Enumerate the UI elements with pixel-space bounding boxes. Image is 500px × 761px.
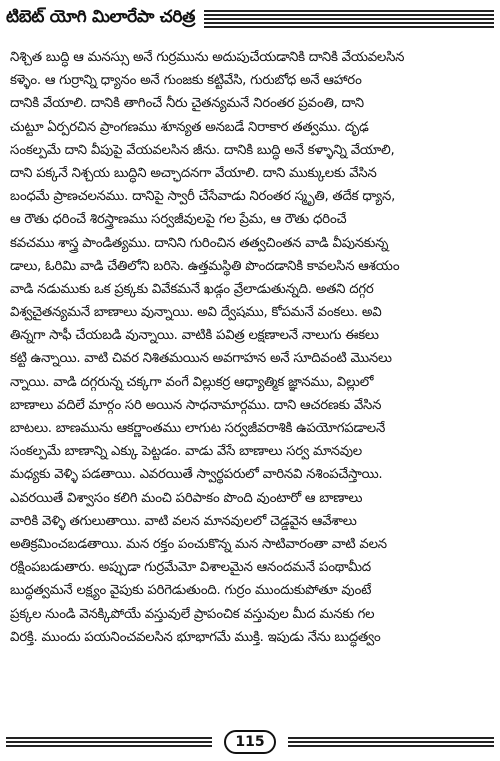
text-line: విరక్తి. ముందు పయనించవలసిన భూభాగమే ముక్తి. ఇపుడు నేను బుద్ధత్వం xyxy=(10,629,381,645)
text-line: నిశ్చిత బుద్ధి ఆ మనస్సు అనే గుర్రమును అదుపుచేయడానికి దానికి వేయవలసిన xyxy=(10,50,405,65)
text-line: ఆ రౌతు ధరించే శిరస్త్రాణము సర్వజీవులపై గల ప్రేమ, ఆ రౌతు ధరించే xyxy=(10,212,347,228)
text-line: సంకల్పమే దాని వీపుపై వేయవలసిన జీను. దానికి బుద్ధి అనే కళ్ళాన్ని వేయాలి, xyxy=(10,142,395,158)
text-line: కళ్ళెం. ఆ గుర్రాన్ని ధ్యానం అనే గుంజకు కట్టివేసి, గురుబోధ అనే ఆహారం xyxy=(10,73,362,89)
text-line: దాని పక్కనే నిశ్చయ బుద్ధిని అచ్ఛాదనగా వేయాలి. దాని ముక్కులకు వేసిన xyxy=(10,165,377,181)
footer-rule-right xyxy=(288,737,494,751)
text-line: న్నాయి. వాడి దగ్గరున్న చక్కగా వంగే విల్లుకర్ర ఆధ్యాత్మిక జ్ఞానము, విల్లులో xyxy=(10,374,374,390)
text-line: చుట్టూ ఏర్పరచిన ప్రాంగణము శూన్యత అనబడే నిరాకార తత్వము. దృఢ xyxy=(10,119,369,135)
text-line: బాటలు. బాణమును ఆకర్ణాంతము లాగుట సర్వజీవరాశికి ఉపయోగపడాలనే xyxy=(10,421,386,436)
text-line: బంధమే ప్రాణచలనము. దానిపై స్వారీ చేసేవాడు నిరంతర స్మృతి, తదేక ధ్యాన, xyxy=(10,189,396,205)
text-line: ప్రక్కల నుండి వెనక్కిపోయే వస్తువులే ప్రాపంచిక వస్తువుల మీద మనకు గల xyxy=(10,606,375,622)
text-line: తిన్నగా సాఫీ చేయబడి వున్నాయి. వాటికి పవిత్ర లక్షణాలనే నాలుగు ఈకలు xyxy=(10,328,379,344)
body-text xyxy=(10,46,494,649)
text-line: దానికి వేయాలి. దానికి తాగించే నీరు చైతన్యమనే నిరంతర ప్రవంతి, దాని xyxy=(10,96,364,112)
text-line: కవచము శాస్త్ర పాండిత్యము. దానిని గురించిన తత్వచింతన వాడి వీపునకున్న xyxy=(10,235,389,251)
text-line: డాలు, ఓరిమి వాడి చేతిలోని బరిసె. ఉత్తమస్థితి పొందడానికి కావలసిన ఆశయం xyxy=(10,258,400,274)
page-number: 115 xyxy=(224,730,276,754)
text-line: మధ్యకు వెళ్ళి పడతాయి. ఎవరయితే స్వార్థపరులో వారినవి నశింపచేస్తాయి. xyxy=(10,467,383,483)
text-line: వారికి వెళ్ళి తగులుతాయి. వాటి వలన మానవులలో చెడ్డవైన ఆవేశాలు xyxy=(10,513,357,529)
footer-rule-left xyxy=(6,737,212,751)
header-rule-lines xyxy=(204,10,494,32)
text-line: సంకల్పమే బాణాన్ని ఎక్కు పెట్టడం. వాడు వేసే బాణాలు సర్వ మానవుల xyxy=(10,444,362,460)
text-line: అతిక్రమించబడతాయి. మన రక్తం పంచుకొన్న మన సాటివారంతా వాటి వలన xyxy=(10,536,387,552)
text-line: బాణాలు వదిలే మార్గం సరి అయిన సాధనామార్గము. దాని ఆచరణకు వేసిన xyxy=(10,397,382,413)
text-line: కట్టి ఉన్నాయి. వాటి చివర నిశితమయిన అవగాహన అనే సూదివంటి మొనలు xyxy=(10,351,392,367)
text-line: వాడి నడుముకు ఒక ప్రక్కకు వివేకమనే ఖడ్గం వ్రేలాడుతున్నది. అతని దగ్గర xyxy=(10,281,374,297)
running-title: టిబెట్ యోగి మిలారేపా చరిత్ర xyxy=(6,7,196,27)
page-header xyxy=(6,3,494,39)
text-line: ఎవరయితే విశ్వాసం కలిగి మంచి పరిపాకం పొంది వుంటారో ఆ బాణాలు xyxy=(10,490,363,506)
page-footer xyxy=(6,728,494,758)
text-line: బుద్ధత్వమనే లక్ష్యం వైపుకు పరిగెడుతుంది. గుర్రం ముందుకుపోతూ వుంటే xyxy=(10,583,372,599)
text-line: రక్షింపబడుతారు. అప్పుడా గుర్రమేమో విశాలమైన ఆనందమనే పంథామీద xyxy=(10,560,371,576)
text-line: విశ్వచైతన్యమనే బాణాలు వున్నాయి. అవి ద్వేషము, కోపమనే వంకలు. అవి xyxy=(10,305,382,321)
